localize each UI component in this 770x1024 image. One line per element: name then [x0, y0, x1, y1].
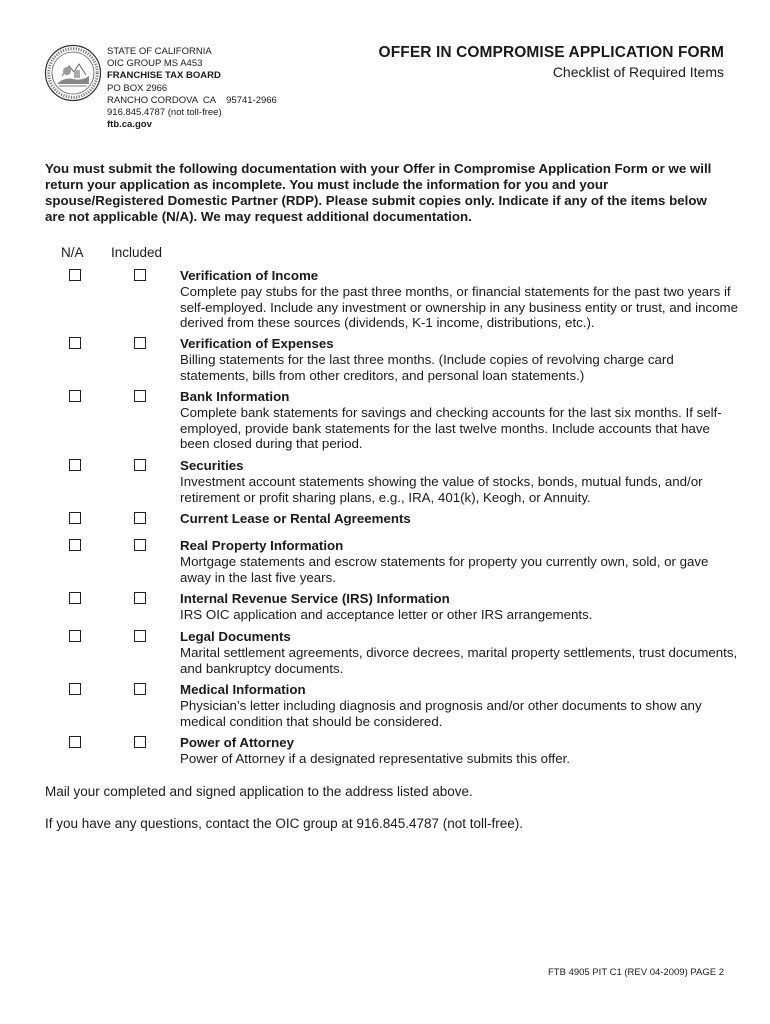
item-description: Marital settlement agreements, divorce decrees, marital property settlements, trust documents, and bankruptcy documents. — [180, 644, 738, 676]
item-title: Legal Documents — [180, 629, 291, 644]
form-title-block — [379, 44, 724, 80]
included-checkbox[interactable] — [134, 539, 146, 551]
agency-phone: 916.845.4787 (not toll-free) — [107, 107, 222, 119]
na-checkbox[interactable] — [69, 592, 81, 604]
item-title: Verification of Income — [180, 268, 319, 283]
item-title: Real Property Information — [180, 538, 344, 553]
item-description: IRS OIC application and acceptance letter or other IRS arrangements. — [180, 606, 593, 622]
agency-name: FRANCHISE TAX BOARD — [107, 70, 221, 82]
item-title: Verification of Expenses — [180, 336, 334, 351]
included-checkbox[interactable] — [134, 592, 146, 604]
agency-city: RANCHO CORDOVA CA 95741-2966 — [107, 94, 277, 106]
included-checkbox[interactable] — [134, 337, 146, 349]
contact-instructions: If you have any questions, contact the OIC group at 916.845.4787 (not toll-free). — [45, 816, 524, 831]
item-title: Bank Information — [180, 389, 290, 404]
included-checkbox[interactable] — [134, 683, 146, 695]
na-checkbox[interactable] — [69, 269, 81, 281]
na-checkbox[interactable] — [69, 539, 81, 551]
form-identifier: FTB 4905 PIT C1 (REV 04-2009) PAGE 2 — [547, 967, 724, 978]
item-description: Complete bank statements for savings and checking accounts for the last six months. If self-employed, provide bank statements for the last twelve months. Include accounts that have been closed during that period. — [180, 404, 722, 452]
na-checkbox[interactable] — [69, 736, 81, 748]
mail-instructions: Mail your completed and signed application to the address listed above. — [45, 784, 473, 799]
na-checkbox[interactable] — [69, 512, 81, 524]
na-checkbox[interactable] — [69, 459, 81, 471]
included-checkbox[interactable] — [134, 736, 146, 748]
item-title: Power of Attorney — [180, 735, 295, 750]
included-checkbox[interactable] — [134, 512, 146, 524]
item-title: Internal Revenue Service (IRS) Information — [180, 591, 450, 606]
included-checkbox[interactable] — [134, 390, 146, 402]
item-title: Securities — [180, 458, 244, 473]
item-description: Mortgage statements and escrow statements for property you currently own, sold, or gave away in the last five years. — [180, 553, 709, 585]
na-checkbox[interactable] — [69, 683, 81, 695]
item-description: Billing statements for the last three months. (Include copies of revolving charge card statements, bills from other creditors, and personal loan statements.) — [180, 351, 674, 383]
na-checkbox[interactable] — [69, 337, 81, 349]
agency-group: OIC GROUP MS A453 — [107, 58, 203, 70]
included-checkbox[interactable] — [134, 630, 146, 642]
agency-website: ftb.ca.gov — [107, 119, 152, 131]
item-description: Complete pay stubs for the past three months, or financial statements for the past two years if self-employed. Include any investment or ownership in any business entity or trust, and income derived from these sources (dividends, K-1 income, distributions, etc.). — [180, 283, 739, 331]
na-checkbox[interactable] — [69, 630, 81, 642]
na-checkbox[interactable] — [69, 390, 81, 402]
form-subtitle: Checklist of Required Items — [552, 64, 724, 80]
state-seal-image — [44, 44, 102, 102]
included-checkbox[interactable] — [134, 269, 146, 281]
item-description: Investment account statements showing the value of stocks, bonds, mutual funds, and/or retirement or profit sharing plans, e.g., IRA, 401(k), Keogh, or Annuity. — [180, 473, 703, 505]
form-title: OFFER IN COMPROMISE APPLICATION FORM — [378, 44, 724, 61]
item-title: Medical Information — [180, 682, 306, 697]
item-description: Power of Attorney if a designated representative submits this offer. — [180, 750, 571, 766]
intro-paragraph: You must submit the following documentation with your Offer in Compromise Application Form or we will return your application as incomplete. You must include the information for you and your spouse/Registered Domestic Partner (RDP). Please submit copies only. Indicate if any of the items below are not applicable (N/A). We may request additional documentation. — [45, 161, 712, 224]
included-checkbox[interactable] — [134, 459, 146, 471]
agency-po-box: PO BOX 2966 — [107, 82, 168, 94]
agency-state: STATE OF CALIFORNIA — [107, 46, 212, 57]
column-header-na: N/A — [61, 245, 84, 260]
item-description: Physician’s letter including diagnosis and prognosis and/or other documents to show any medical condition that should be considered. — [180, 697, 702, 729]
item-title: Current Lease or Rental Agreements — [180, 511, 411, 526]
agency-address-block — [107, 46, 277, 131]
column-header-included: Included — [111, 245, 163, 260]
